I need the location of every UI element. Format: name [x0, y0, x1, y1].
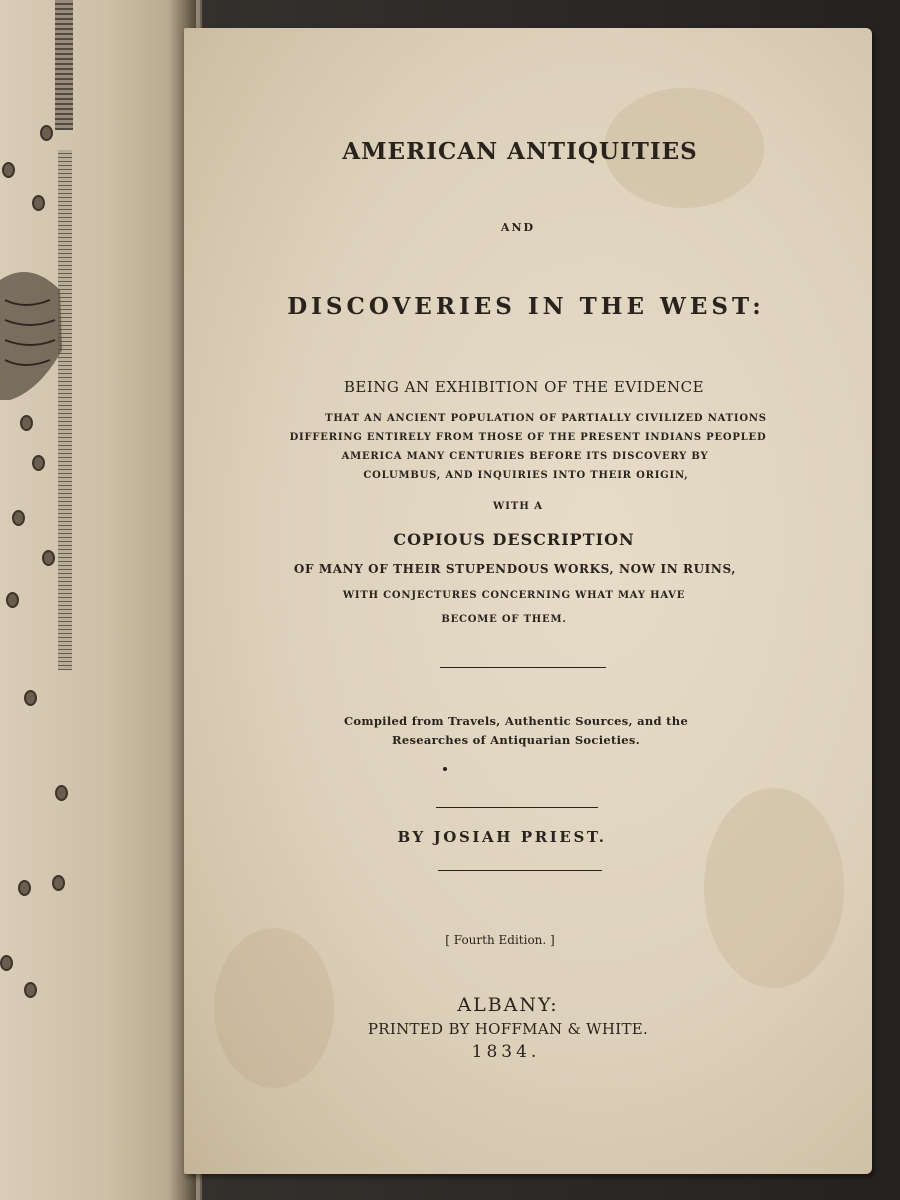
plan-dot — [18, 880, 31, 896]
with-a-line: WITH A — [492, 501, 544, 512]
plan-dot — [6, 592, 19, 608]
plan-dot — [42, 550, 55, 566]
imprint-printer: PRINTED BY HOFFMAN & WHITE. — [367, 1020, 649, 1038]
compiled-from-line-2: Researches of Antiquarian Societies. — [392, 733, 640, 747]
foxing-stain — [704, 788, 844, 988]
title-line-1: AMERICAN ANTIQUITIES — [342, 138, 698, 165]
plan-dot — [20, 415, 33, 431]
ink-speck — [443, 767, 447, 771]
engraving-strip-scale — [58, 150, 72, 670]
plan-dot — [55, 785, 68, 801]
subtitle-line: COLUMBUS, AND INQUIRIES INTO THEIR ORIGIN, — [363, 470, 689, 481]
divider-rule — [436, 807, 598, 808]
plan-dot — [32, 455, 45, 471]
author-line: BY JOSIAH PRIEST. — [397, 828, 607, 846]
edition-note: [ Fourth Edition. ] — [445, 933, 555, 947]
subtitle-line: DIFFERING ENTIRELY FROM THOSE OF THE PRESENT INDIANS PEOPLED — [289, 432, 767, 443]
conjectures-line: WITH CONJECTURES CONCERNING WHAT MAY HAVE — [342, 590, 686, 601]
plan-dot — [24, 690, 37, 706]
imprint-place: ALBANY: — [457, 994, 559, 1016]
title-conjunction: AND — [500, 221, 536, 234]
title-page — [184, 28, 872, 1174]
become-of-them-line: BECOME OF THEM. — [441, 614, 567, 625]
engraving-strip-top — [55, 0, 73, 130]
imprint-year: 1834. — [471, 1042, 541, 1062]
title-line-2: DISCOVERIES IN THE WEST: — [287, 293, 765, 320]
plan-dot — [2, 162, 15, 178]
copious-description-heading: COPIOUS DESCRIPTION — [393, 530, 635, 549]
plan-dot — [24, 982, 37, 998]
plan-dot — [12, 510, 25, 526]
plan-dot — [32, 195, 45, 211]
divider-rule — [440, 667, 606, 668]
divider-rule — [438, 870, 602, 871]
compiled-from-line-1: Compiled from Travels, Authentic Sources, and the — [343, 714, 689, 728]
subtitle-lead: BEING AN EXHIBITION OF THE EVIDENCE — [343, 378, 705, 396]
plan-dot — [0, 955, 13, 971]
plan-dot — [40, 125, 53, 141]
engraved-mound-figure — [0, 240, 70, 410]
stupendous-works-line: OF MANY OF THEIR STUPENDOUS WORKS, NOW IN RUINS, — [293, 562, 737, 576]
subtitle-line: AMERICA MANY CENTURIES BEFORE ITS DISCOVERY BY — [341, 451, 709, 462]
plan-dot — [52, 875, 65, 891]
subtitle-line: THAT AN ANCIENT POPULATION OF PARTIALLY CIVILIZED NATIONS — [325, 413, 767, 424]
